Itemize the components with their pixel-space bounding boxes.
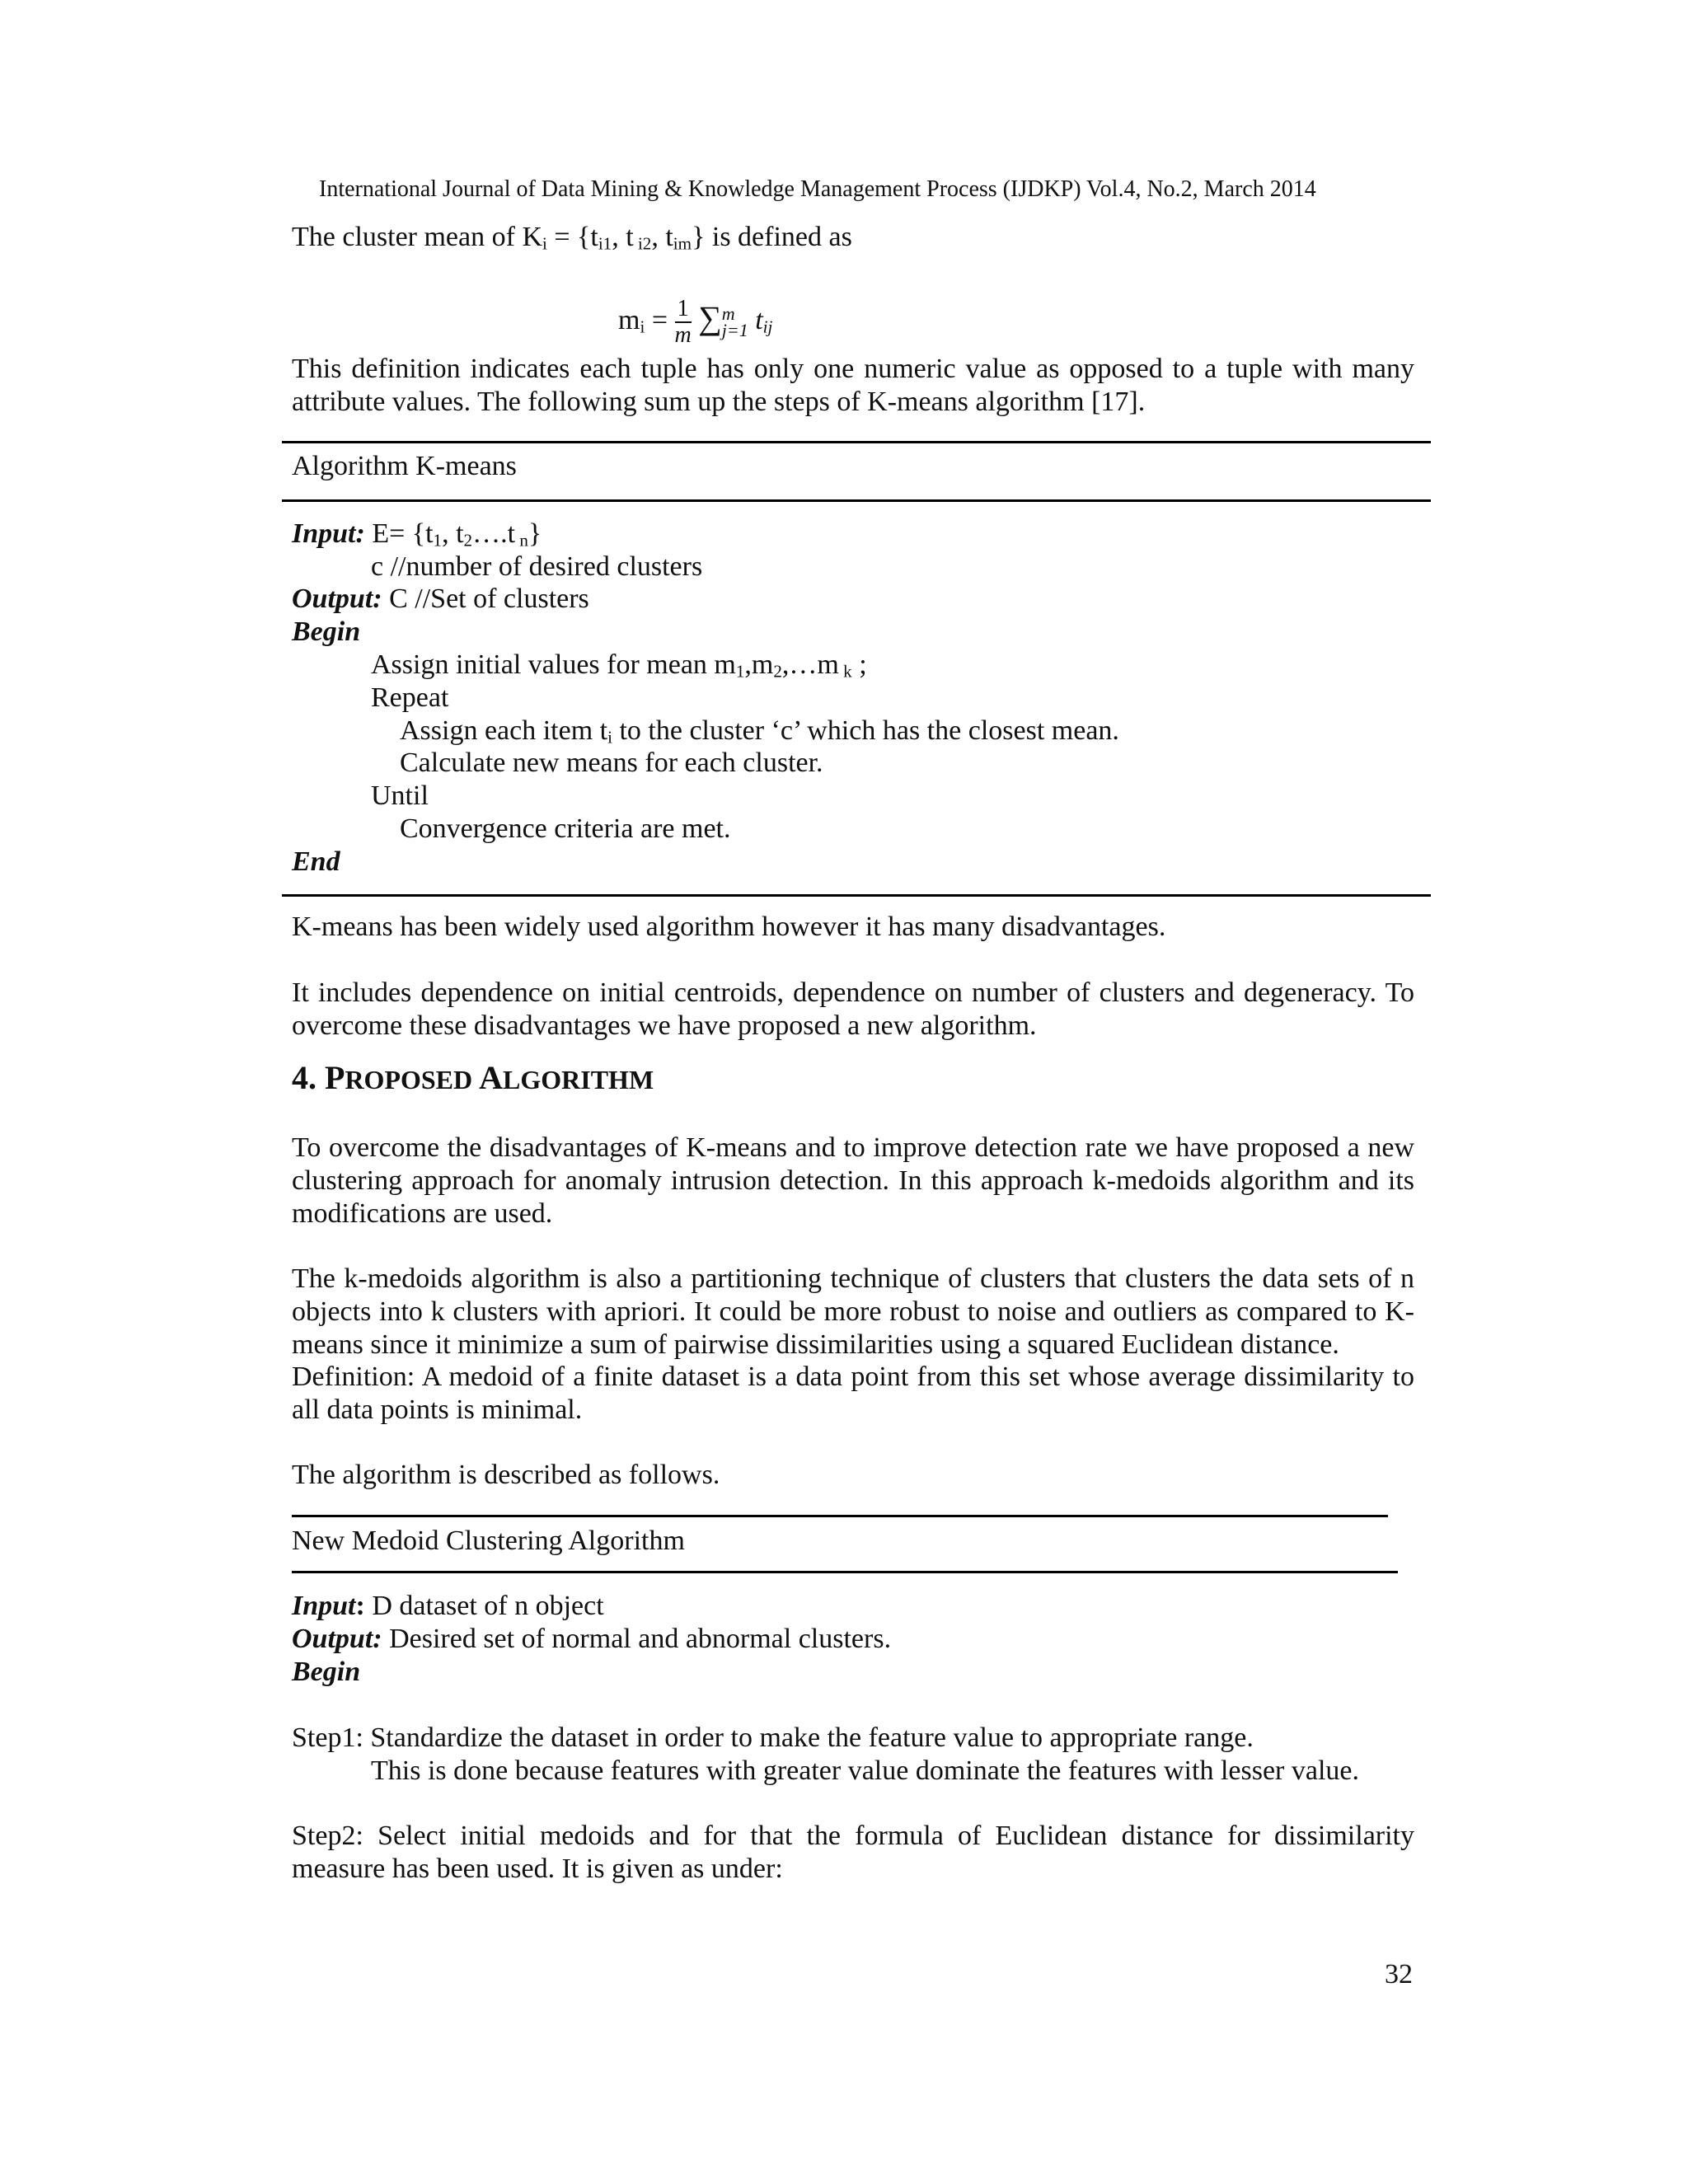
proposed-intro-paragraph: To overcome the disadvantages of K-means and to improve detection rate we have proposed a new clustering approach for anomaly intrusion detection. In this approach k-medoids algorithm and its modifications are used. bbox=[292, 1132, 1414, 1229]
algo2-begin: Begin bbox=[292, 1657, 361, 1687]
algo1-assign-line: Assign initial values for mean $m_1,m_2,\dots m$ $_k$ ; bbox=[371, 649, 867, 682]
algo2-step1: Step1: Standardize the dataset in order to make the feature value to appropriate range. bbox=[292, 1722, 1254, 1753]
algo1-end: End bbox=[292, 846, 340, 877]
cluster-mean-formula: $m_i$ = $\frac{1}{m}$ ∑ m j=1 $t_{ij}$ bbox=[618, 296, 773, 348]
algo1-until: Until bbox=[371, 780, 429, 811]
algo2-top-rule bbox=[292, 1515, 1388, 1517]
algo1-title-rule bbox=[282, 499, 1431, 502]
algorithm-described: The algorithm is described as follows. bbox=[292, 1460, 720, 1490]
kmeans-disadvantages: K-means has been widely used algorithm however it has many disadvantages. bbox=[292, 912, 1166, 942]
algo1-top-rule bbox=[282, 441, 1431, 443]
algo1-bottom-rule bbox=[282, 894, 1431, 897]
kmedoids-paragraph: The k-medoids algorithm is also a partitioning technique of clusters that clusters the data sets of n objects into k clusters with apriori. It could be more robust to noise and outliers as compared to K-means since it minimize a sum of pairwise dissimilarities using a squared Euclidean distance. bbox=[292, 1263, 1414, 1360]
algo2-title-rule bbox=[292, 1571, 1398, 1573]
algo2-input-line: Input: D dataset of n object bbox=[292, 1591, 604, 1621]
algo1-step-assign: Assign each item $t_i$ to the cluster ‘c’ which has the closest mean. bbox=[400, 715, 1119, 748]
algo1-step-calc: Calculate new means for each cluster. bbox=[400, 748, 823, 778]
algo1-begin: Begin bbox=[292, 616, 361, 647]
algo2-step1-detail: This is done because features with greater value dominate the features with lesser value. bbox=[371, 1755, 1359, 1786]
algo2-step2: Step2: Select initial medoids and for that the formula of Euclidean distance for dissimilarity measure has been used. It is given as under: bbox=[292, 1821, 1414, 1884]
algo1-input-line: Input: $E= \{t_1$, $t_2\dots.t$ $_n$} bbox=[292, 518, 542, 551]
cluster-mean-intro: The cluster mean of $K_i = \{t_{i1}$, t $_{i2}$, $t_{im}$} is defined as bbox=[292, 222, 852, 254]
algo1-repeat: Repeat bbox=[371, 682, 449, 713]
definition-paragraph: This definition indicates each tuple has only one numeric value as opposed to a tuple with many attribute values. The following sum up the steps of K-means algorithm [17]. bbox=[292, 354, 1414, 417]
medoid-definition: Definition: A medoid of a finite dataset is a data point from this set whose average dissimilarity to all data points is minimal. bbox=[292, 1361, 1414, 1425]
journal-header: International Journal of Data Mining & Knowledge Management Process (IJDKP) Vol.4, No.2, March 2014 bbox=[319, 176, 1316, 202]
formula-fraction: $\frac{1}{m}$ bbox=[674, 296, 692, 348]
dependence-paragraph: It includes dependence on initial centroids, dependence on number of clusters and degeneracy. To overcome these disadvantages we have proposed a new algorithm. bbox=[292, 977, 1414, 1041]
algo1-c-line: c //number of desired clusters bbox=[371, 551, 703, 582]
section-heading: 4. PROPOSED ALGORITHM bbox=[292, 1059, 654, 1096]
algo2-output-line: Output: Desired set of normal and abnormal clusters. bbox=[292, 1624, 892, 1654]
algo1-title: Algorithm K-means bbox=[292, 451, 517, 481]
algo1-output-line: Output: C //Set of clusters bbox=[292, 583, 589, 614]
algo1-converge: Convergence criteria are met. bbox=[400, 813, 731, 844]
page-number: 32 bbox=[1385, 1959, 1413, 1990]
algo2-title: New Medoid Clustering Algorithm bbox=[292, 1526, 685, 1556]
